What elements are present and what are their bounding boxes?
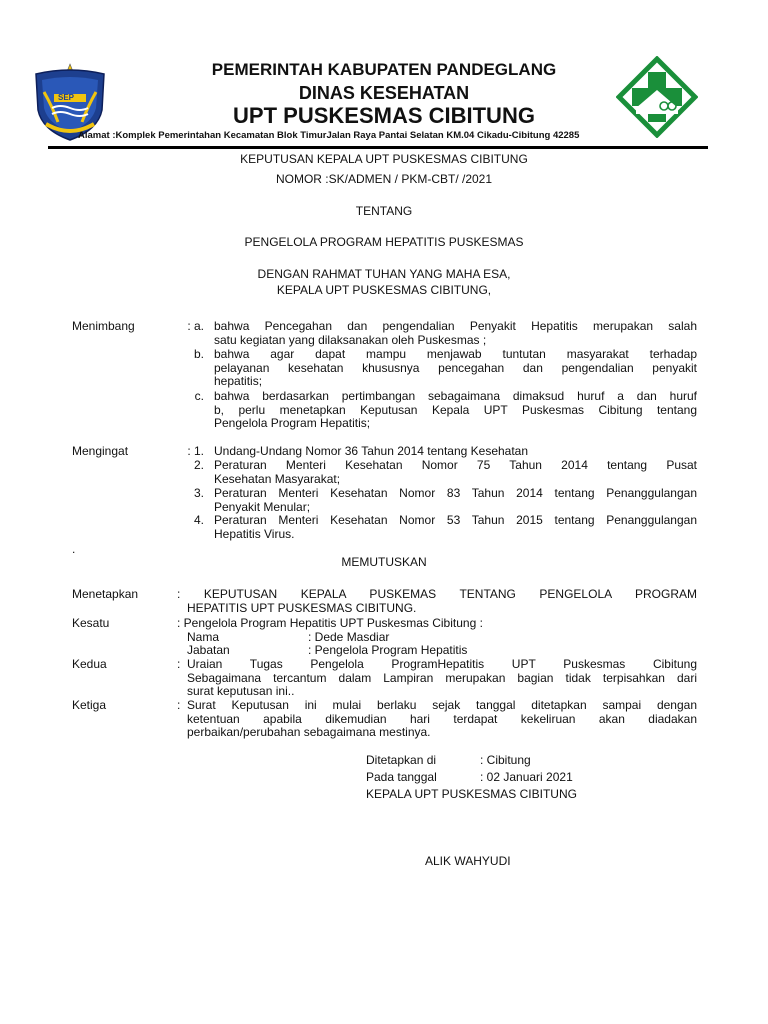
mengingat-marker-2: 2. <box>193 458 204 472</box>
stray-dot: . <box>72 542 76 556</box>
text-line: Penyakit Menular; <box>214 499 311 514</box>
text-line: bahwa Pencegahan dan pengendalian Penyakit Hepatitis merupakan salah <box>214 319 697 333</box>
jabatan-value: : Pengelola Program Hepatitis <box>308 643 468 657</box>
menimbang-item-a <box>214 320 697 347</box>
mengingat-label: Mengingat <box>72 444 129 458</box>
ketiga-text <box>187 699 697 740</box>
header-line-3: UPT PUSKESMAS CIBITUNG <box>233 103 535 128</box>
rahmat-line-2: KEPALA UPT PUSKESMAS CIBITUNG, <box>276 283 492 297</box>
text-line: Kesehatan Masyarakat; <box>214 471 341 486</box>
ketiga-label: Ketiga <box>72 698 107 712</box>
text-line: Peraturan Menteri Kesehatan Nomor 83 Tahun 2014 tentang Penanggulangan <box>214 486 697 500</box>
menimbang-marker-c: c. <box>194 389 204 403</box>
mengingat-item-2 <box>214 459 697 486</box>
text-line: pelayanan kesehatan khususnya pencegahan dan pengendalian penyakit <box>214 360 697 375</box>
text-line: bahwa berdasarkan pertimbangan sebagaimana dimaksud huruf a dan huruf <box>214 389 697 403</box>
menetapkan-value <box>177 588 697 615</box>
menimbang-item-c <box>214 390 697 431</box>
tentang-heading: TENTANG <box>355 204 413 218</box>
text-line: HEPATITIS UPT PUSKESMAS CIBITUNG. <box>187 600 417 615</box>
kedua-colon: : <box>177 657 181 671</box>
decree-title: KEPUTUSAN KEPALA UPT PUSKESMAS CIBITUNG <box>240 152 528 166</box>
kesatu-label: Kesatu <box>72 616 110 630</box>
mengingat-item-1 <box>214 445 697 459</box>
text-line: Peraturan Menteri Kesehatan Nomor 75 Tahun 2014 tentang Pusat <box>214 458 697 472</box>
header-line-2: DINAS KESEHATAN <box>298 83 470 103</box>
jabatan-label: Jabatan <box>187 643 230 657</box>
text-line: Hepatitis Virus. <box>214 526 295 541</box>
mengingat-item-3 <box>214 487 697 514</box>
text-line: Sebagaimana tercantum dalam Lampiran merupakan bagian tidak terpisahkan dari <box>187 670 697 685</box>
tanggal-value: : 02 Januari 2021 <box>480 770 573 784</box>
text-line: Uraian Tugas Pengelola ProgramHepatitis UPT Puskesmas Cibitung <box>187 657 697 671</box>
menimbang-label: Menimbang <box>72 319 135 333</box>
signatory-position: KEPALA UPT PUSKESMAS CIBITUNG <box>366 787 577 801</box>
nama-value: : Dede Masdiar <box>308 630 390 644</box>
text-line: surat keputusan ini.. <box>187 684 295 698</box>
mengingat-marker-1: : 1. <box>187 444 204 458</box>
nama-label: Nama <box>187 630 220 644</box>
emblem-text: SEP <box>58 93 75 102</box>
decree-number: NOMOR :SK/ADMEN / PKM-CBT/ /2021 <box>275 172 493 186</box>
decree-subject: PENGELOLA PROGRAM HEPATITIS PUSKESMAS <box>244 235 524 249</box>
text-line: b, perlu menetapkan Keputusan Kepala UPT Puskesmas Cibitung tentang <box>214 402 697 417</box>
text-line: hepatitis; <box>214 374 263 388</box>
rahmat-line-1: DENGAN RAHMAT TUHAN YANG MAHA ESA, <box>257 267 511 281</box>
text-line: ketentuan apabila dikemudian hari terdapat kekeliruan akan diadakan <box>187 711 697 726</box>
text-line: Surat Keputusan ini mulai berlaku sejak tanggal ditetapkan sampai dengan <box>187 698 697 712</box>
text-line: satu kegiatan yang dilaksanakan oleh Puskesmas ; <box>214 332 487 347</box>
text-line: : KEPUTUSAN KEPALA PUSKEMAS TENTANG PENGELOLA PROGRAM <box>177 587 697 601</box>
menimbang-marker-a: : a. <box>187 319 204 333</box>
ditetapkan-value: : Cibitung <box>480 753 531 767</box>
header-divider <box>48 146 708 149</box>
text-line: bahwa agar dapat mampu menjawab tuntutan masyarakat terhadap <box>214 347 697 361</box>
menimbang-marker-b: b. <box>193 347 204 361</box>
menimbang-item-b <box>214 348 697 389</box>
header-line-1: PEMERINTAH KABUPATEN PANDEGLANG <box>211 60 557 79</box>
text-line: Undang-Undang Nomor 36 Tahun 2014 tentang Kesehatan <box>214 444 529 458</box>
text-line: perbaikan/perubahan sebagaimana mestinya. <box>187 725 431 739</box>
kesatu-line: : Pengelola Program Hepatitis UPT Puskesmas Cibitung : <box>177 616 483 630</box>
ditetapkan-label: Ditetapkan di <box>366 753 437 767</box>
ketiga-colon: : <box>177 698 181 712</box>
text-line: Peraturan Menteri Kesehatan Nomor 53 Tahun 2015 tentang Penanggulangan <box>214 513 697 527</box>
kedua-label: Kedua <box>72 657 107 671</box>
mengingat-item-4 <box>214 514 697 541</box>
mengingat-marker-3: 3. <box>193 486 204 500</box>
mengingat-marker-4: 4. <box>193 513 204 527</box>
text-line: Pengelola Program Hepatitis; <box>214 416 371 430</box>
kedua-text <box>187 658 697 699</box>
header-address: Alamat :Komplek Pemerintahan Kecamatan Blok TimurJalan Raya Pantai Selatan KM.04 Cikadu-Cibitung 42285 <box>78 130 580 141</box>
memutuskan-heading: MEMUTUSKAN <box>341 555 427 569</box>
signatory-name: ALIK WAHYUDI <box>425 854 511 868</box>
tanggal-label: Pada tanggal <box>366 770 437 784</box>
menetapkan-label: Menetapkan <box>72 587 139 601</box>
